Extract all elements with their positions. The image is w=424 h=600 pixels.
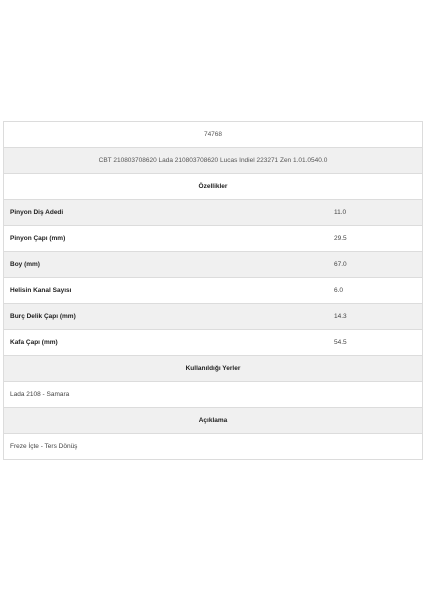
feature-row [4,226,422,252]
features-header-row [4,174,422,200]
feature-row [4,252,422,278]
feature-row [4,330,422,356]
feature-value: 14.3 [334,313,347,320]
feature-value: 67.0 [334,261,347,268]
usage-header: Kullanıldığı Yerler [185,365,241,372]
feature-row [4,304,422,330]
feature-value: 11.0 [334,209,347,216]
feature-value: 54.5 [334,339,347,346]
oem-codes: CBT 210803708620 Lada 210803708620 Lucas Indiel 223271 Zen 1.01.0540.0 [98,157,328,164]
feature-row [4,278,422,304]
description-header: Açıklama [198,417,228,424]
oem-codes-row [4,148,422,174]
product-code: 74768 [203,131,223,138]
usage-text: Lada 2108 - Samara [10,391,70,398]
description-header-row [4,408,422,434]
feature-label: Kafa Çapı (mm) [10,339,58,346]
feature-label: Pinyon Diş Adedi [10,209,64,216]
description-row [4,434,422,460]
features-header: Özellikler [198,183,228,190]
usage-row [4,382,422,408]
feature-row [4,200,422,226]
feature-label: Pinyon Çapı (mm) [10,235,66,242]
feature-label: Burç Delik Çapı (mm) [10,313,76,320]
description-text: Freze İçte - Ters Dönüş [10,443,78,450]
product-spec-table [3,121,423,460]
feature-value: 29.5 [334,235,347,242]
feature-label: Boy (mm) [10,261,40,268]
product-code-row [4,122,422,148]
feature-label: Helisin Kanal Sayısı [10,287,72,294]
feature-value: 6.0 [334,287,344,294]
usage-header-row [4,356,422,382]
